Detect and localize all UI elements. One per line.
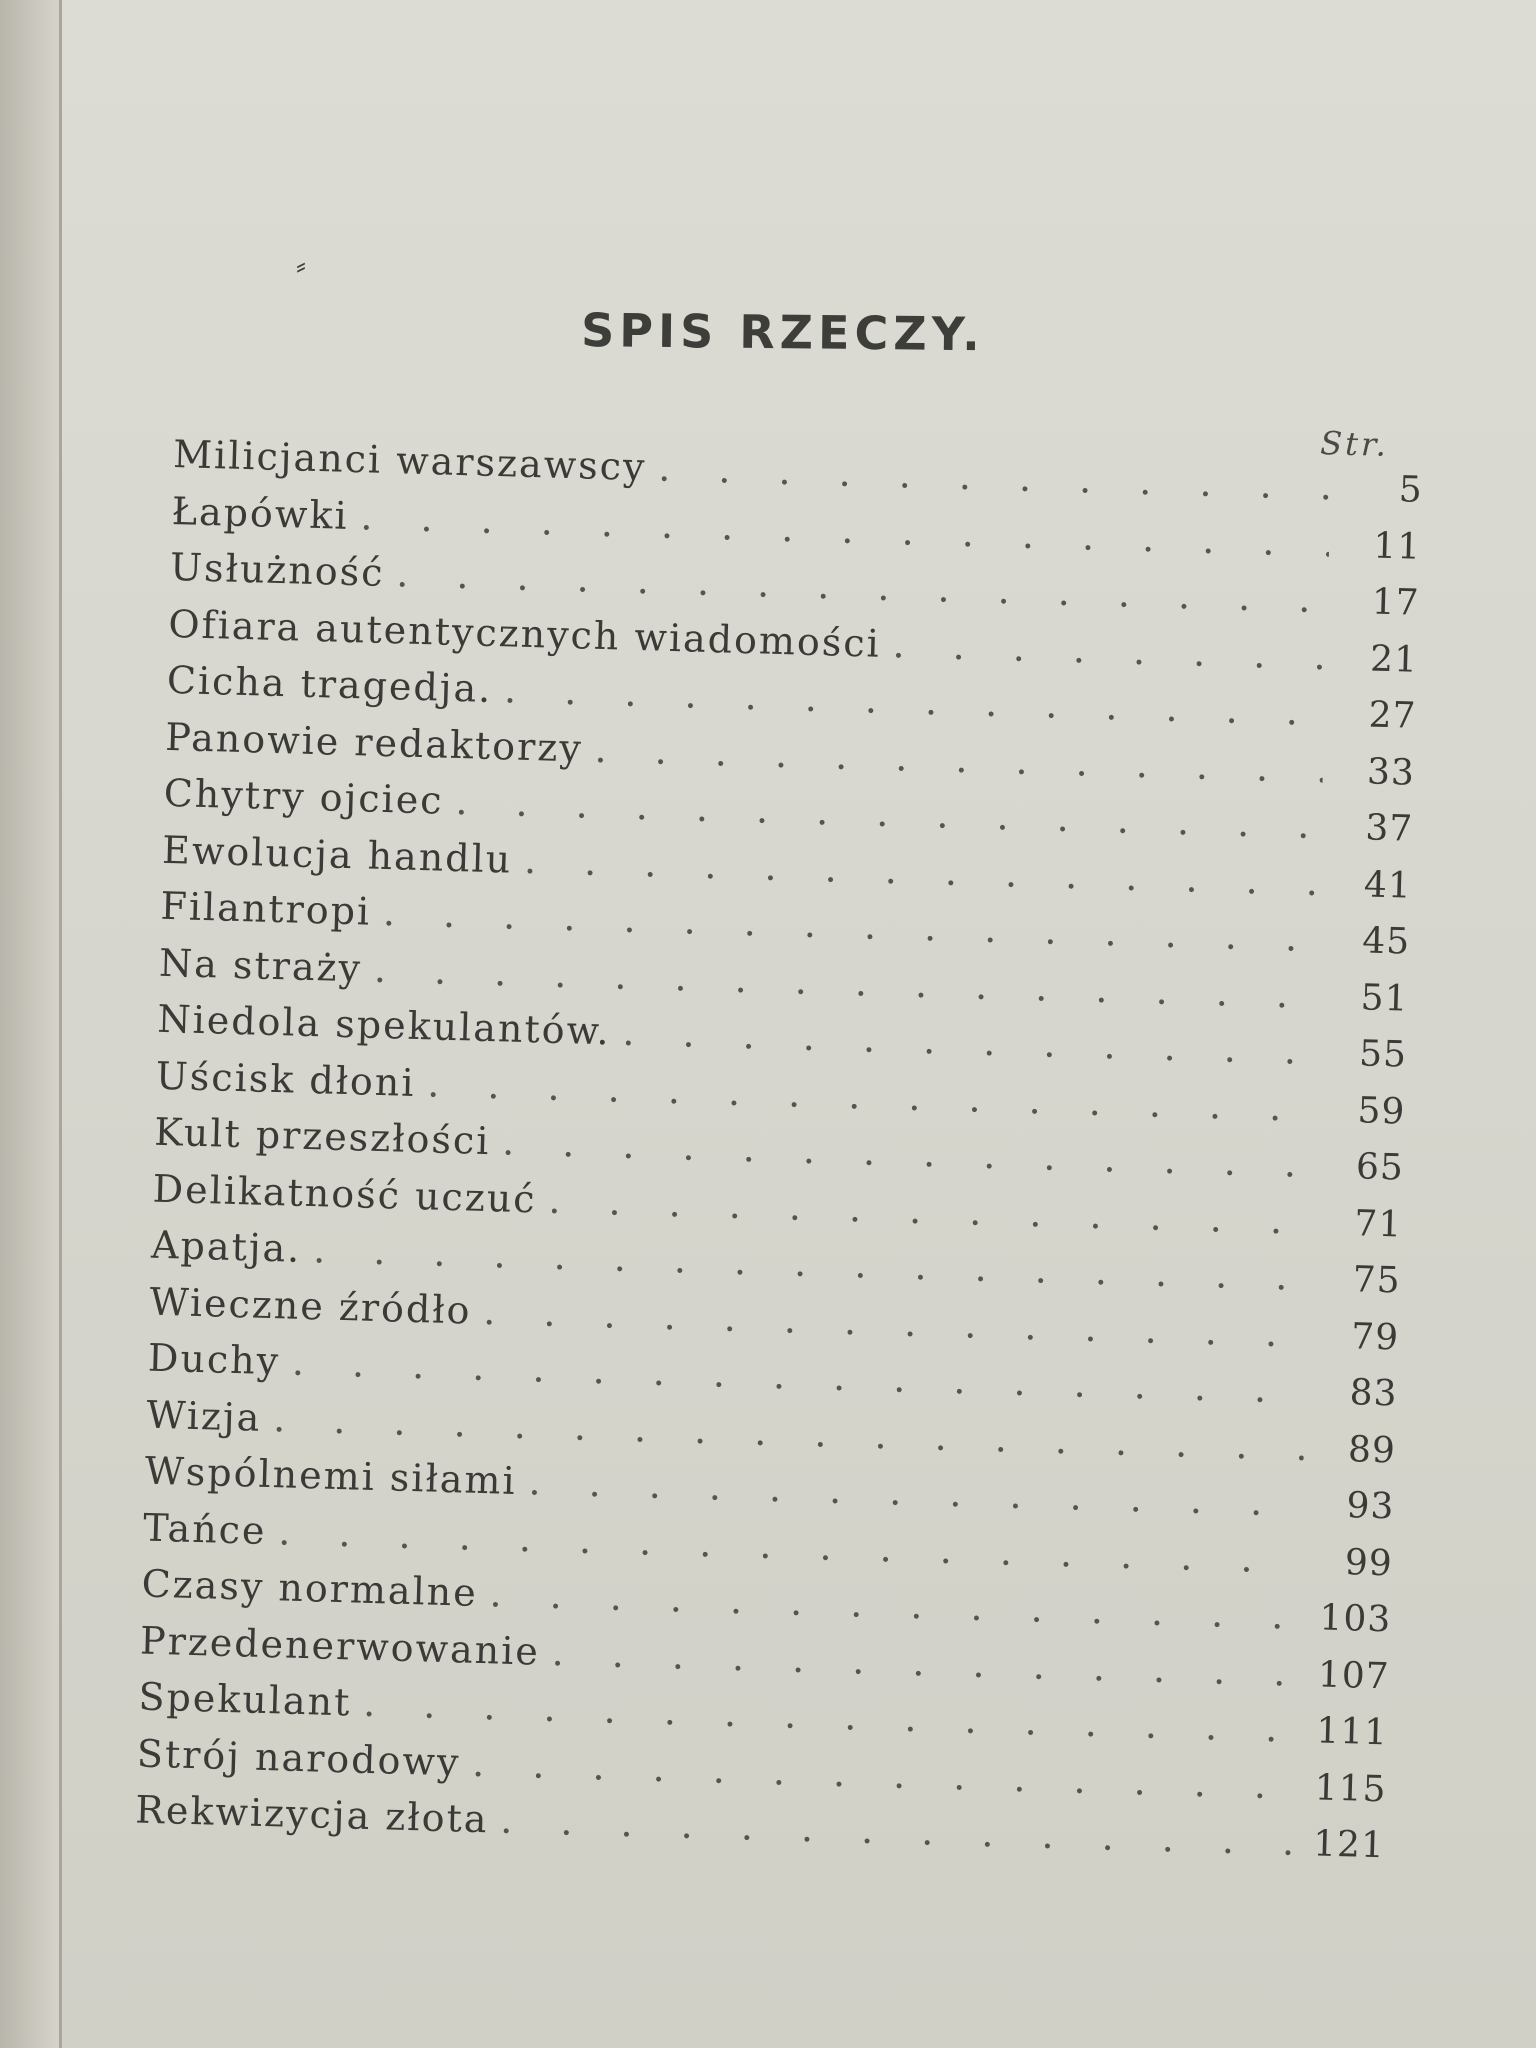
toc-entry-page: 71	[1353, 1202, 1403, 1246]
toc-entry-page: 103	[1318, 1597, 1392, 1641]
toc-entry-title: Cicha tragedja.	[166, 657, 493, 711]
toc-entry-page: 5	[1398, 469, 1424, 511]
toc-entry-page: 111	[1315, 1710, 1389, 1754]
toc-entry-page: 89	[1347, 1428, 1397, 1471]
toc-entry-title: Łapówki	[171, 488, 350, 538]
toc-entry-title: Czasy normalne	[141, 1561, 479, 1615]
toc-entry-title: Wieczne źródło	[148, 1279, 473, 1333]
toc-entry-page: 99	[1344, 1541, 1394, 1584]
toc-entry-title: Duchy	[147, 1335, 281, 1384]
toc-entry-title: Apatja.	[150, 1222, 302, 1271]
toc-entry-page: 59	[1357, 1089, 1406, 1133]
toc-entry-page: 45	[1361, 920, 1411, 963]
toc-entry-title: Panowie redaktorzy	[164, 714, 584, 771]
toc-entry-page: 107	[1317, 1653, 1391, 1697]
page-title: SPIS RZECZY.	[580, 303, 986, 362]
toc-entry-title: Uścisk dłoni	[155, 1053, 417, 1105]
toc-entry-title: Tańce	[142, 1505, 268, 1553]
toc-entry-page: 17	[1371, 581, 1421, 624]
ink-smudge-mark: ⸗	[296, 248, 306, 283]
toc-entry-page: 33	[1366, 750, 1416, 794]
toc-entry-page: 37	[1364, 807, 1414, 850]
toc-entry-title: Kult przeszłości	[153, 1109, 492, 1164]
toc-entry-title: Chytry ojciec	[163, 770, 445, 823]
toc-entry-title: Wspólnemi siłami	[144, 1448, 518, 1503]
toc-entry-title: Spekulant	[137, 1674, 352, 1725]
toc-entry-title: Wizja	[145, 1392, 263, 1440]
toc-entry-title: Rekwizycja złota	[134, 1787, 490, 1842]
toc-entry-title: Niedola spekulantów.	[156, 996, 612, 1054]
toc-entry-page: 55	[1358, 1033, 1408, 1076]
toc-entry-page: 65	[1355, 1146, 1405, 1189]
toc-entry-page: 21	[1369, 637, 1419, 681]
toc-entry-page: 41	[1363, 863, 1413, 907]
toc-entry-title: Strój narodowy	[136, 1730, 462, 1784]
toc-entry-page: 115	[1314, 1766, 1388, 1810]
toc-entry-page: 79	[1350, 1315, 1400, 1359]
toc-entry-page: 51	[1360, 976, 1410, 1020]
toc-entry-title: Filantropi	[160, 883, 372, 934]
toc-entry-title: Usłużność	[169, 544, 386, 595]
toc-entry-title: Ofiara autentycznych wiadomości	[167, 601, 882, 666]
toc-entry-title: Przedenerwowanie	[139, 1618, 541, 1674]
toc-entry-title: Ewolucja handlu	[161, 827, 513, 882]
table-of-contents	[134, 392, 1424, 1879]
toc-entry-title: Na straży	[158, 940, 363, 990]
toc-list	[134, 432, 1423, 1879]
page-column-label: Str.	[1319, 424, 1390, 464]
toc-entry-page: 121	[1312, 1823, 1386, 1867]
toc-entry-page: 75	[1352, 1259, 1402, 1302]
toc-entry-page: 11	[1372, 525, 1422, 568]
toc-entry-page: 93	[1345, 1485, 1395, 1528]
toc-entry-page: 83	[1349, 1372, 1399, 1415]
toc-entry-page: 27	[1368, 694, 1418, 737]
toc-entry-title: Milicjanci warszawscy	[172, 431, 648, 490]
toc-entry-title: Delikatność uczuć	[152, 1166, 538, 1221]
